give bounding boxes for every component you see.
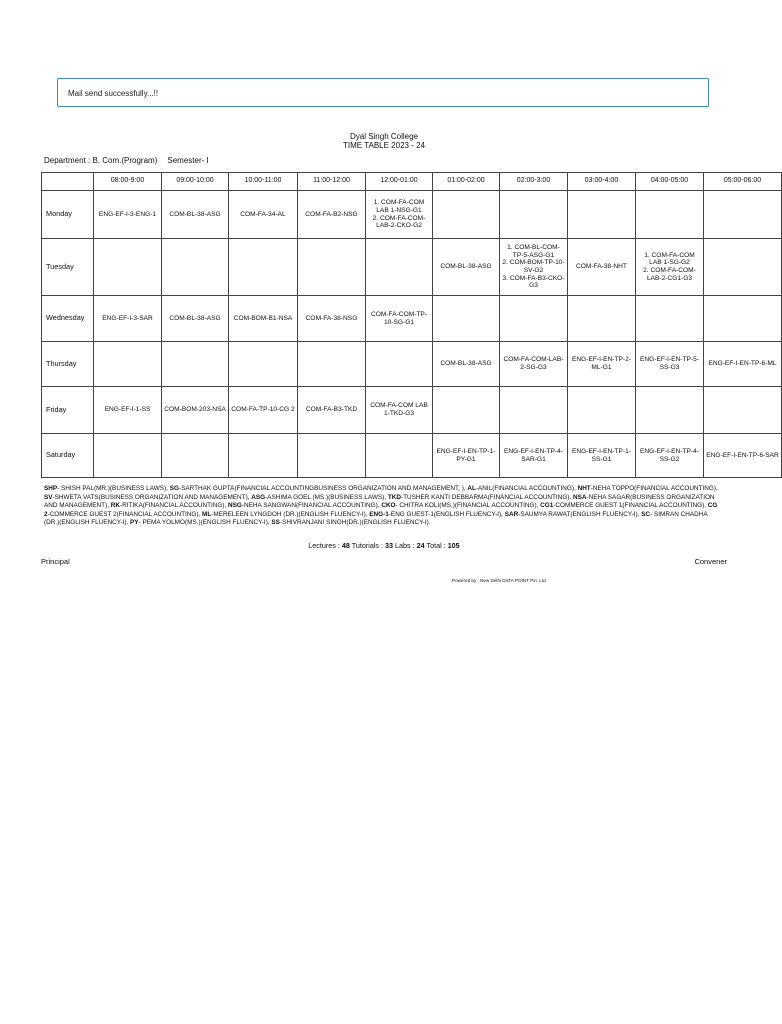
class-slot-cell: ENG-EF-I-EN-TP-2-ML-G1 — [568, 342, 636, 387]
class-slot-cell: ENG-EF-I-EN-TP-5-SS-G3 — [636, 342, 704, 387]
time-slot-header: 11:00-12:00 — [298, 173, 366, 191]
faculty-code: TKD — [387, 493, 401, 501]
class-slot-line: 2. COM-FA-COM-LAB-2-CKO-G2 — [372, 214, 426, 230]
class-slot-cell — [366, 239, 433, 296]
faculty-code: NSG — [228, 502, 242, 510]
class-slot-cell — [636, 191, 704, 239]
faculty-legend — [44, 485, 724, 528]
class-slot-cell — [366, 434, 433, 478]
time-slot-header: 03:00-4:00 — [568, 173, 636, 191]
faculty-description: -SARTHAK GUPTA(FINANCIAL ACCOUNTINGBUSINESS ORGANIZATION AND MANAGEMENT, ), — [178, 485, 468, 492]
class-slot-cell — [500, 296, 568, 342]
department-line — [44, 156, 209, 165]
faculty-code: CG1 — [540, 502, 554, 510]
faculty-description: - PEMA YOLMO(MS.)(ENGLISH FLUENCY-I), — [138, 519, 272, 527]
day-label: Monday — [42, 191, 94, 239]
class-slot-cell: COM-FA-B2-NSG — [298, 191, 366, 239]
faculty-code: SC — [641, 510, 651, 518]
class-slot-line: 3. COM-FA-B3-CKO-G3 — [502, 274, 565, 290]
time-slot-header: 01:00-02:00 — [433, 173, 500, 191]
time-slot-header: 10:00-11:00 — [229, 173, 298, 191]
lectures-count: 48 — [341, 541, 350, 550]
faculty-code: ML — [202, 510, 212, 518]
header-corner-cell — [42, 173, 94, 191]
class-slot-cell — [704, 191, 782, 239]
faculty-description: -RITIKA(FINANCIAL ACCOUNTING), — [119, 502, 229, 510]
timetable-title: TIME TABLE 2023 - 24 — [343, 141, 425, 150]
class-slot-line: 2. COM-FA-COM-LAB-2-CG1-G3 — [643, 267, 696, 282]
class-slot-cell — [433, 387, 500, 434]
timetable-row — [42, 434, 782, 478]
faculty-description: - CHITRA KOLI(MS.)(FINANCIAL ACCOUNTING), — [395, 502, 541, 510]
faculty-code: ASG — [251, 493, 266, 501]
time-slot-header: 09:00-10:00 — [162, 173, 229, 191]
class-slot-cell — [704, 387, 782, 434]
class-slot-cell — [298, 434, 366, 478]
class-slot-cell: ENG-EF-I-EN-TP-6-SAR — [704, 434, 782, 478]
labs-label: Labs : — [395, 541, 415, 550]
faculty-description: -SHIVRANJANI SINGH(DR.)(ENGLISH FLUENCY-I). — [279, 519, 431, 527]
class-slot-cell: COM-FA-COM-LAB-2-SG-G3 — [500, 342, 568, 387]
faculty-code: RK — [110, 502, 120, 510]
class-slot-cell: COM-FA-38-NSG — [298, 296, 366, 342]
class-slot-cell — [298, 342, 366, 387]
faculty-description: -ASHIMA GOEL (MS.)(BUSINESS LAWS), — [265, 493, 388, 501]
faculty-code: SS — [271, 519, 280, 527]
time-slot-header: 04:00-05:00 — [636, 173, 704, 191]
time-slot-header: 12:00-01:00 — [366, 173, 433, 191]
faculty-code: NSA — [572, 493, 587, 501]
tutorials-label: Tutorials : — [351, 541, 384, 550]
class-slot-cell: COM-BL-38-ASG — [162, 191, 229, 239]
lectures-label: Lectures : — [308, 541, 340, 550]
class-slot-cell — [500, 387, 568, 434]
class-slot-cell — [636, 387, 704, 434]
faculty-description: -NEHA SAGAR(BUSINESS ORGANIZATION AND MANAGEMENT), — [44, 493, 715, 510]
class-slot-cell — [94, 239, 162, 296]
class-slot-cell — [366, 342, 433, 387]
faculty-description: -NEHA SANGWAN(FINANCIAL ACCOUNTING), — [241, 502, 382, 510]
class-slot-cell — [162, 434, 229, 478]
faculty-code: SAR — [504, 510, 519, 518]
class-slot-cell — [433, 296, 500, 342]
total-label: Total : — [426, 541, 446, 550]
class-slot-cell — [433, 191, 500, 239]
class-slot-cell: ENG-EF-I-EN-TP-1-SS-G1 — [568, 434, 636, 478]
class-slot-cell: COM-FA-COM-TP-10-SG-G1 — [366, 296, 433, 342]
day-label: Wednesday — [42, 296, 94, 342]
department-label: Department : B. Com.(Program) — [44, 156, 158, 165]
faculty-description: -ENG GUEST-1(ENGLISH FLUENCY-I), — [388, 510, 505, 518]
faculty-description: - SIMRAN CHADHA (DR.)(ENGLISH FLUENCY-I), — [44, 510, 708, 527]
timetable-row — [42, 239, 782, 296]
class-slot-cell: COM-FA-38-NHT — [568, 239, 636, 296]
faculty-description: -NEHA TOPPO(FINANCIAL ACCOUNTING), — [590, 485, 718, 492]
class-slot-cell — [568, 296, 636, 342]
class-slot-cell: ENG-EF-I-EN-TP-6-ML — [704, 342, 782, 387]
class-slot-cell — [94, 342, 162, 387]
convener-signature-label: Convener — [694, 557, 727, 566]
class-slot-cell — [636, 239, 704, 296]
timetable-row — [42, 191, 782, 239]
class-slot-cell — [500, 191, 568, 239]
timetable-container — [41, 172, 779, 480]
time-slot-header: 08:00-9:00 — [94, 173, 162, 191]
class-slot-line: 1. COM-BL-COM-TP-5-ASG-G1 — [507, 244, 560, 259]
faculty-description: -SHWETA VATS(BUSINESS ORGANIZATION AND MANAGEMENT), — [52, 493, 252, 501]
class-slot-cell — [162, 342, 229, 387]
class-slot-cell — [366, 191, 433, 239]
mail-success-alert — [57, 78, 709, 107]
timetable-row — [42, 387, 782, 434]
day-label: Thursday — [42, 342, 94, 387]
faculty-code: SG — [169, 485, 179, 492]
faculty-code: PY — [130, 519, 139, 527]
time-slot-header: 05:00-06:00 — [704, 173, 782, 191]
class-slot-cell: COM-BL-38-ASG — [433, 342, 500, 387]
faculty-code: SV — [44, 493, 53, 501]
labs-count: 24 — [416, 541, 425, 550]
class-slot-cell: ENG-EF-I-1-SS — [94, 387, 162, 434]
class-slot-cell: ENG-EF-I-EN-TP-4-SS-G2 — [636, 434, 704, 478]
timetable-row — [42, 342, 782, 387]
timetable-grid — [41, 172, 782, 478]
class-slot-cell: COM-FA-COM LAB 1-TKD-G3 — [366, 387, 433, 434]
class-slot-cell: COM-BL-38-ASG — [433, 239, 500, 296]
faculty-code: AL — [467, 485, 476, 492]
day-label: Saturday — [42, 434, 94, 478]
faculty-description: - SHISH PAL(MR.)(BUSINESS LAWS), — [57, 485, 170, 492]
principal-signature-label: Principal — [41, 557, 70, 566]
class-slot-cell — [229, 342, 298, 387]
class-slot-cell — [229, 239, 298, 296]
class-slot-cell: COM-FA-TP-10-CG 2 — [229, 387, 298, 434]
faculty-code: SHP — [44, 485, 58, 492]
tutorials-count: 33 — [385, 541, 394, 550]
totals-line — [0, 541, 768, 550]
semester-label: Semester- I — [167, 156, 209, 165]
class-slot-line: 1. COM-FA-COM LAB 1-SG-G2 — [644, 251, 695, 267]
alert-message: Mail send successfully...!! — [68, 89, 159, 98]
faculty-code: CG 2 — [44, 502, 718, 518]
class-slot-cell: COM-BL-38-ASG — [162, 296, 229, 342]
powered-by-note: Powered by : New Delhi DATA POINT Pvt. Ltd. — [452, 578, 547, 583]
class-slot-cell — [229, 434, 298, 478]
college-name: Dyal Singh College — [349, 132, 419, 141]
timetable-header-row — [42, 173, 782, 191]
class-slot-cell — [94, 434, 162, 478]
class-slot-cell: COM-FA-34-AL — [229, 191, 298, 239]
faculty-description: -TUSHER KANTI DEBBARMA(FINANCIAL ACCOUNTING), — [401, 493, 573, 501]
class-slot-line: 2. COM-BOM-TP-10-SV-G2 — [502, 259, 565, 274]
faculty-description: -MERELEEN LYNGDOH (DR.)(ENGLISH FLUENCY-I), — [211, 510, 370, 518]
class-slot-cell — [568, 191, 636, 239]
faculty-description: -COMMERCE GUEST 2(FINANCIAL ACCOUNTING), — [47, 510, 203, 518]
class-slot-cell — [704, 296, 782, 342]
class-slot-cell — [636, 296, 704, 342]
total-count: 105 — [447, 541, 460, 550]
class-slot-cell — [298, 239, 366, 296]
class-slot-cell — [568, 387, 636, 434]
class-slot-cell: ENG-EF-I-3-SAR — [94, 296, 162, 342]
day-label: Tuesday — [42, 239, 94, 296]
timetable-row — [42, 296, 782, 342]
class-slot-cell — [500, 239, 568, 296]
class-slot-cell: ENG-EF-I-EN-TP-4-SAR-G1 — [500, 434, 568, 478]
class-slot-cell — [704, 239, 782, 296]
class-slot-cell: ENG-EF-I-3-ENG-1 — [94, 191, 162, 239]
faculty-code: CKO — [381, 502, 396, 510]
faculty-description: -ANIL(FINANCIAL ACCOUNTING), — [475, 485, 578, 492]
time-slot-header: 02:00-3:00 — [500, 173, 568, 191]
class-slot-cell: ENG-EF-I-EN-TP-1-PY-G1 — [433, 434, 500, 478]
class-slot-cell: COM-BOM-B1-NSA — [229, 296, 298, 342]
class-slot-cell: COM-FA-B3-TKD — [298, 387, 366, 434]
faculty-code: NHT — [577, 485, 591, 492]
class-slot-line: 1. COM-FA-COM LAB 1-NSG-G1 — [373, 199, 425, 214]
day-label: Friday — [42, 387, 94, 434]
class-slot-cell — [162, 239, 229, 296]
faculty-code: ENG-1 — [369, 510, 389, 518]
faculty-description: -SAUMYA RAWAT(ENGLISH FLUENCY-I), — [518, 510, 642, 518]
faculty-description: -COMMERCE GUEST 1(FINANCIAL ACCOUNTING), — [553, 502, 708, 510]
class-slot-cell: COM-BOM-203-NSA — [162, 387, 229, 434]
